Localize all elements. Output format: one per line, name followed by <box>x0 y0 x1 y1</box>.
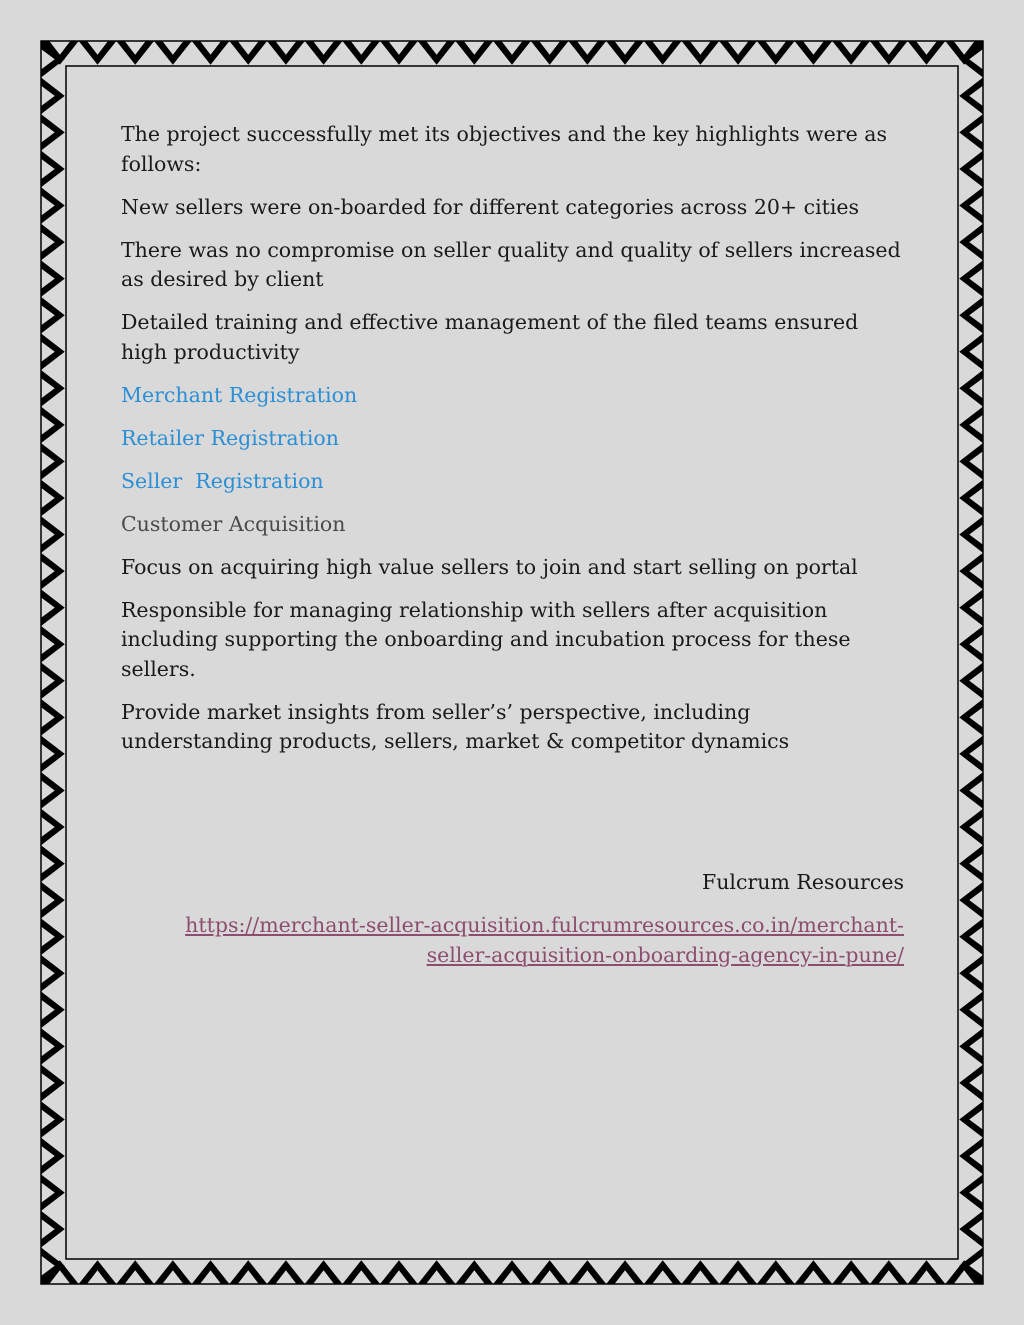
company-url-link[interactable]: https://merchant-seller-acquisition.fulcrumresources.co.in/merchant-seller-acquisition-onboarding-agency-in-pune/ <box>185 913 904 967</box>
merchant-registration-link[interactable]: Merchant Registration <box>121 382 358 407</box>
highlight-paragraph: There was no compromise on seller quality and quality of sellers increased as desired by client <box>121 237 901 291</box>
highlight-paragraph: Detailed training and effective management of the filed teams ensured high productivity <box>121 310 859 364</box>
section-paragraph: Responsible for managing relationship with sellers after acquisition including supporting the onboarding and incubation process for these sellers. <box>121 597 851 681</box>
section-heading: Customer Acquisition <box>121 511 346 536</box>
section-paragraph: Provide market insights from seller’s’ perspective, including understanding products, sellers, market & competitor dynamics <box>121 699 790 753</box>
highlight-paragraph: New sellers were on-boarded for different categories across 20+ cities <box>121 194 860 219</box>
company-name: Fulcrum Resources <box>702 870 904 894</box>
spacer <box>121 770 904 868</box>
url-paragraph <box>121 911 904 970</box>
section-paragraph: Focus on acquiring high value sellers to join and start selling on portal <box>121 554 858 579</box>
retailer-registration-link[interactable]: Retailer Registration <box>121 425 339 450</box>
document-body <box>121 120 904 984</box>
intro-paragraph: The project successfully met its objectives and the key highlights were as follows: <box>121 122 887 176</box>
seller-registration-link[interactable]: Seller Registration <box>121 468 324 493</box>
